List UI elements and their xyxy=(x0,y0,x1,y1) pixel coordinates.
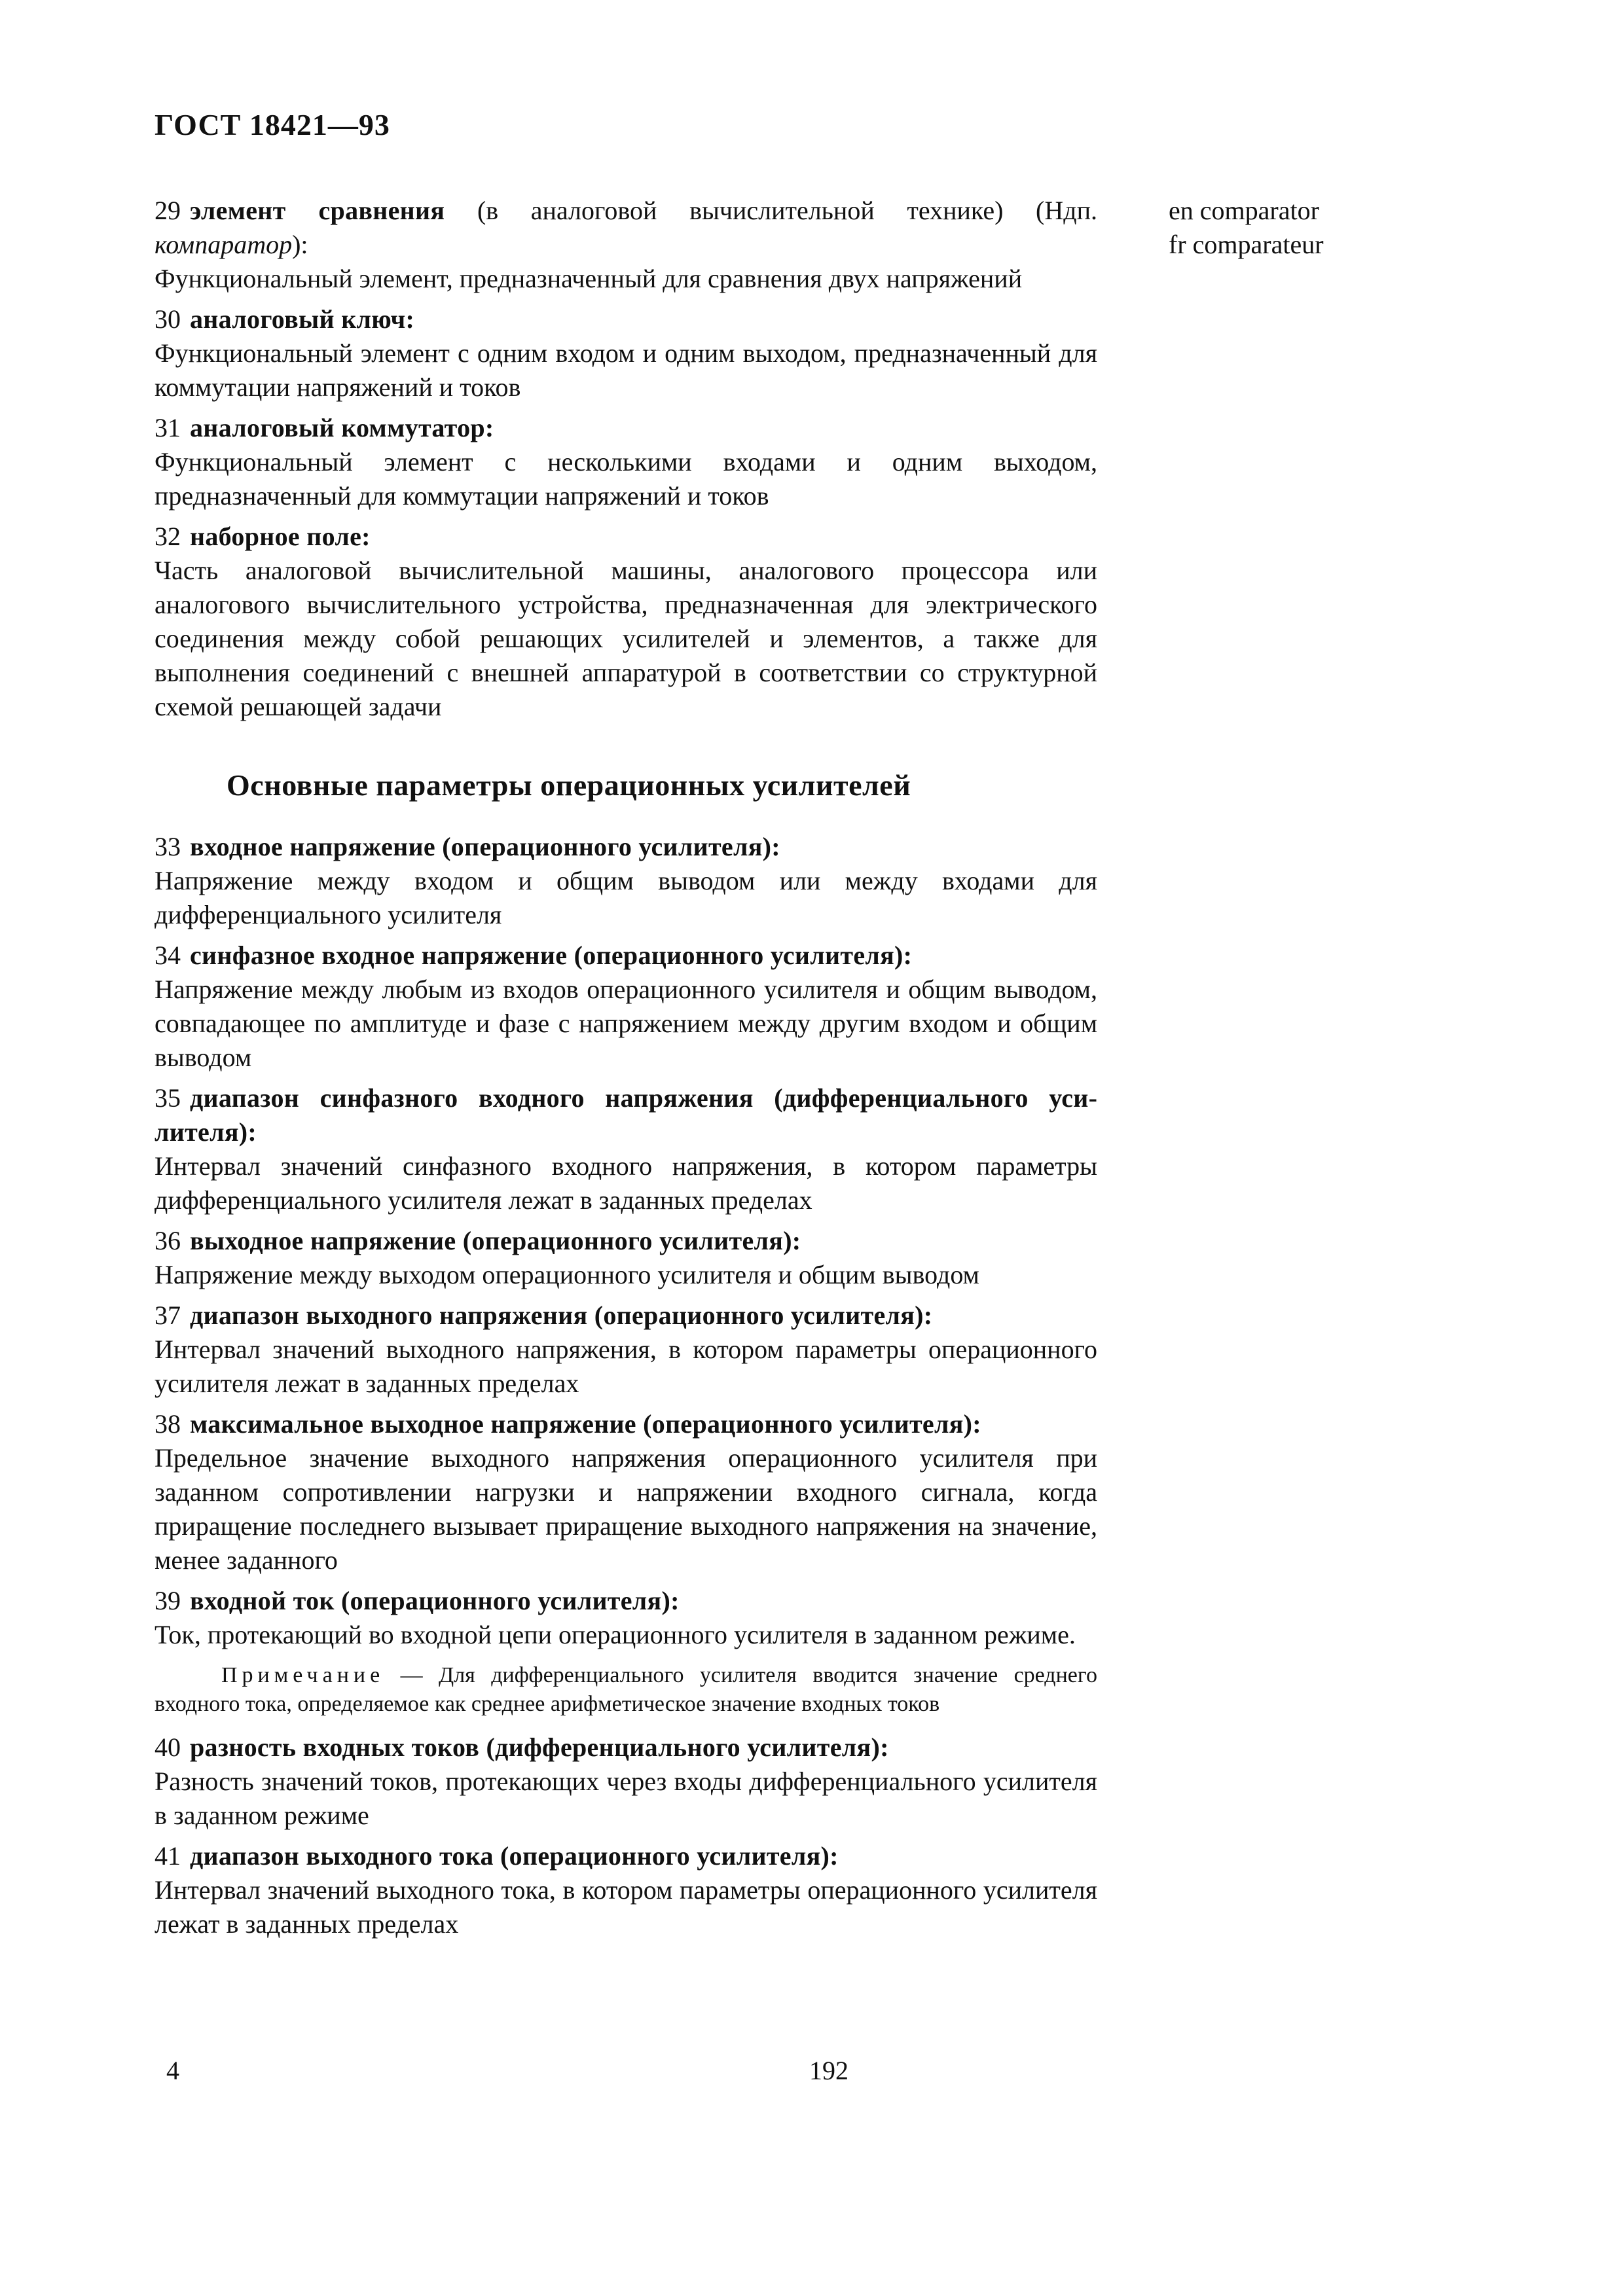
term-tail: ): xyxy=(292,230,308,259)
term-number: 36 xyxy=(155,1226,181,1255)
term-definition: Функциональный элемент, предназначенный для сравнения двух напряжений xyxy=(155,264,1023,293)
term-entry xyxy=(155,302,1097,404)
term-heading xyxy=(155,1839,1097,1873)
term-definition: Часть аналоговой вычислительной машины, аналогового процессора или аналогового вычислительного устройства, предназначенная для электрического соединения между собой решающих усилителей и элементов, а также для выполнения соединений с внешней аппаратурой в соответствии со структурной схемой решающей задачи xyxy=(155,556,1097,721)
term-definition: Ток, протекающий во входной цепи операционного усилителя в заданном режиме. xyxy=(155,1620,1076,1649)
term-entry xyxy=(155,1299,1097,1401)
term-name: наборное поле: xyxy=(190,522,371,551)
term-name: входной ток (операционного усилителя): xyxy=(190,1586,680,1615)
section-title: Основные параметры операционных усилителей xyxy=(227,768,911,802)
term-heading xyxy=(155,830,1097,864)
term-number: 31 xyxy=(155,413,181,442)
term-heading xyxy=(155,1224,1097,1258)
term-number: 33 xyxy=(155,832,181,861)
note-block xyxy=(155,1661,1097,1719)
term-heading xyxy=(155,411,1097,445)
equivalent-en: en comparator xyxy=(1169,196,1319,225)
term-name: диапазон выходного напряжения (операционного усилителя): xyxy=(190,1300,933,1330)
term-number: 30 xyxy=(155,304,181,334)
term-name: аналоговый ключ: xyxy=(190,304,415,334)
term-name: диапазон синфазного входного напряжения (дифференциального усилителя): xyxy=(155,1083,1097,1147)
term-entry xyxy=(155,1224,1097,1292)
term-heading xyxy=(155,1081,1097,1149)
term-definition: Интервал значений выходного тока, в котором параметры операционного усилителя лежат в заданных пределах xyxy=(155,1875,1097,1939)
page-number-center: 192 xyxy=(809,2056,848,2085)
term-definition: Функциональный элемент с одним входом и одним выходом, предназначенный для коммутации напряжений и токов xyxy=(155,338,1097,402)
term-definition: Напряжение между выходом операционного усилителя и общим выводом xyxy=(155,1260,979,1289)
term-entry xyxy=(155,1839,1097,1941)
term-entry xyxy=(155,1731,1097,1833)
term-name: элемент сравнения xyxy=(190,196,445,225)
term-entry xyxy=(155,1584,1097,1652)
term-entry xyxy=(155,830,1097,932)
term-name: входное напряжение (операционного усилителя): xyxy=(190,832,780,861)
term-number: 35 xyxy=(155,1083,181,1113)
term-number: 29 xyxy=(155,196,181,225)
term-entry xyxy=(155,1407,1097,1577)
term-name: разность входных токов (дифференциального усилителя): xyxy=(190,1732,889,1762)
term-definition: Интервал значений выходного напряжения, в котором параметры операционного усилителя лежат в заданных пределах xyxy=(155,1335,1097,1398)
equivalent-fr: fr comparateur xyxy=(1169,230,1324,259)
term-number: 32 xyxy=(155,522,181,551)
term-name: аналоговый коммутатор: xyxy=(190,413,494,442)
note-text: — Для дифференциального усилителя вводится значение среднего входного тока, определяемое как среднее арифметическое значение входных токов xyxy=(155,1663,1097,1716)
term-heading xyxy=(155,1299,1097,1333)
term-entry xyxy=(155,411,1097,513)
term-definition: Разность значений токов, протекающих через входы дифференциального усилителя в заданном режиме xyxy=(155,1767,1097,1830)
term-definition: Предельное значение выходного напряжения операционного усилителя при заданном сопротивлении нагрузки и напряжении входного сигнала, когда приращение последнего вызывает приращение выходного напряжения на значение, менее заданного xyxy=(155,1443,1097,1575)
term-number: 37 xyxy=(155,1300,181,1330)
term-number: 41 xyxy=(155,1841,181,1871)
term-name: максимальное выходное напряжение (операционного усилителя): xyxy=(190,1409,981,1439)
term-heading xyxy=(155,1584,1097,1618)
term-heading xyxy=(155,1731,1097,1765)
note-label: Примечание xyxy=(221,1663,385,1687)
document-body xyxy=(155,194,1097,1941)
term-name: диапазон выходного тока (операционного усилителя): xyxy=(190,1841,839,1871)
term-heading xyxy=(155,939,1097,973)
term-entry xyxy=(155,939,1097,1075)
document-header: ГОСТ 18421—93 xyxy=(155,108,390,141)
term-number: 40 xyxy=(155,1732,181,1762)
term-definition: Напряжение между входом и общим выводом или между входами для дифференциального усилителя xyxy=(155,866,1097,929)
term-entry xyxy=(155,194,1097,296)
term-number: 39 xyxy=(155,1586,181,1615)
term-definition: Функциональный элемент с несколькими входами и одним выходом, предназначенный для коммутации напряжений и токов xyxy=(155,447,1097,511)
term-heading xyxy=(155,194,1097,262)
term-deprecated: компаратор xyxy=(155,230,293,259)
term-definition: Интервал значений синфазного входного напряжения, в котором параметры дифференциального усилителя лежат в заданных пределах xyxy=(155,1151,1097,1215)
page-number-left: 4 xyxy=(166,2056,179,2085)
term-entry xyxy=(155,1081,1097,1217)
term-heading xyxy=(155,1407,1097,1441)
term-number: 38 xyxy=(155,1409,181,1439)
term-name: выходное напряжение (операционного усилителя): xyxy=(190,1226,801,1255)
term-heading xyxy=(155,302,1097,336)
term-name: синфазное входное напряжение (операционного усилителя): xyxy=(190,941,913,970)
term-number: 34 xyxy=(155,941,181,970)
foreign-equivalents xyxy=(1169,194,1324,262)
term-qualifier: (в аналоговой вычислительной технике) (Ндп. xyxy=(445,196,1097,225)
term-definition: Напряжение между любым из входов операционного усилителя и общим выводом, совпадающее по амплитуде и фазе с напряжением между другим входом и общим выводом xyxy=(155,975,1097,1072)
term-entry xyxy=(155,520,1097,724)
term-heading xyxy=(155,520,1097,554)
